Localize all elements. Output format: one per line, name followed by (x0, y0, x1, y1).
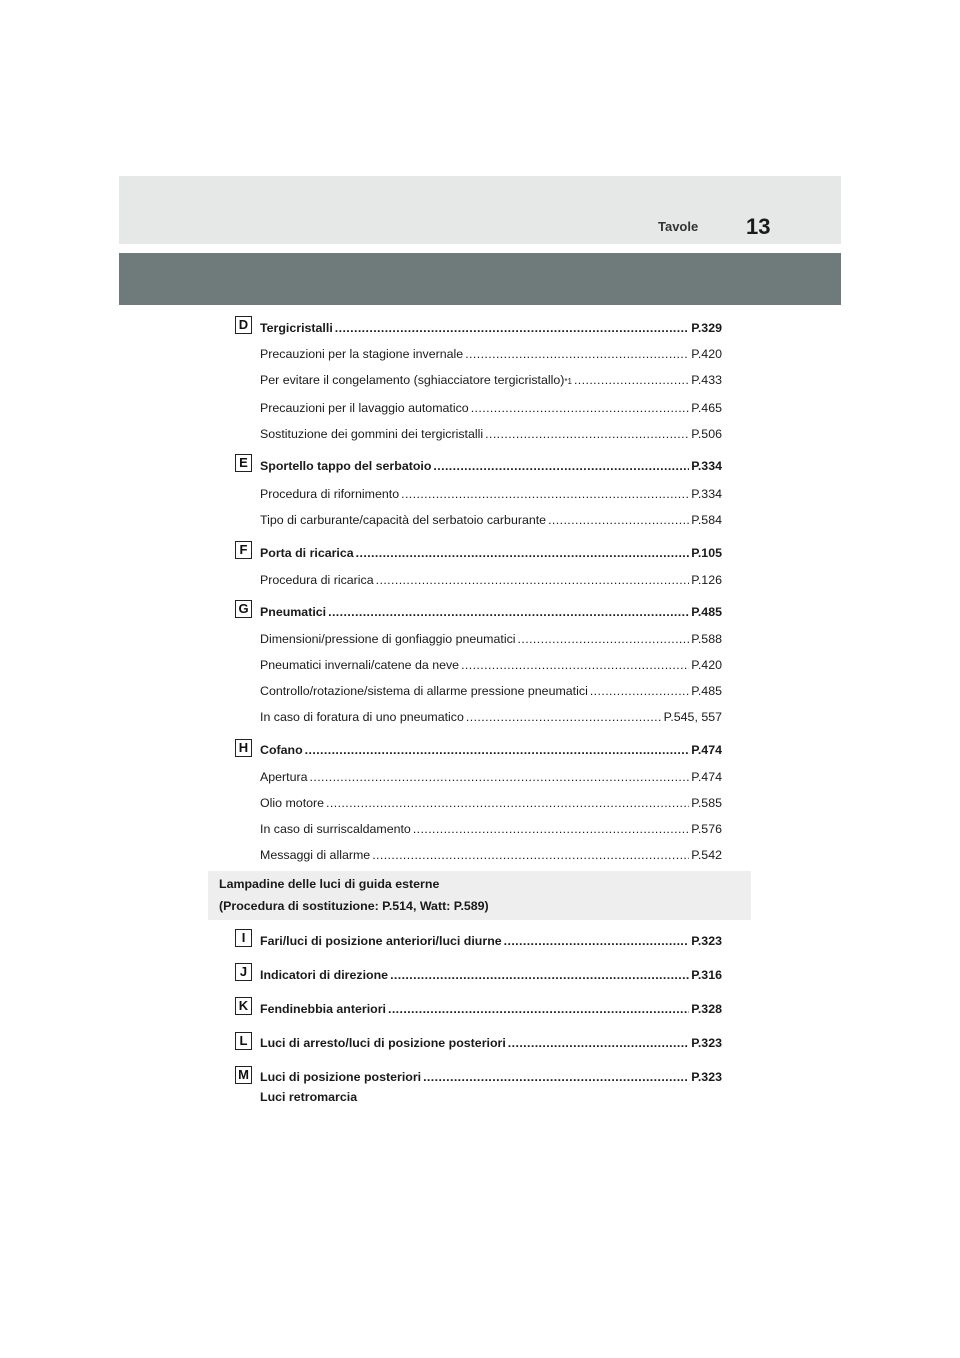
lamp-letter-badge: I (235, 929, 252, 947)
dot-leader (504, 934, 690, 948)
page-reference[interactable]: P.323 (691, 934, 722, 948)
index-main-entry[interactable] (260, 743, 722, 757)
dot-leader (590, 684, 689, 698)
lamp-section-subtitle: (Procedura di sostituzione: P.514, Watt: P.589) (219, 899, 489, 913)
entry-text: Porta di ricarica (260, 546, 354, 560)
dot-leader (471, 401, 690, 415)
page-reference[interactable]: P.485 (691, 605, 722, 619)
lamp-section-title: Lampadine delle luci di guida esterne (219, 877, 440, 891)
entry-text: Tipo di carburante/capacità del serbatoio carburante (260, 513, 547, 527)
dot-leader (413, 822, 689, 836)
page-reference[interactable]: P.545, 557 (663, 710, 722, 724)
page-number: 13 (746, 214, 771, 239)
index-sub-entry[interactable] (260, 822, 722, 836)
page-reference[interactable]: P.126 (691, 573, 722, 587)
dot-leader (305, 743, 690, 757)
page-reference[interactable]: P.329 (691, 321, 722, 335)
entry-text: Cofano (260, 743, 303, 757)
page-reference[interactable]: P.105 (691, 546, 722, 560)
index-sub-entry[interactable] (260, 710, 722, 724)
dot-leader (461, 658, 689, 672)
section-letter-badge: D (235, 316, 252, 334)
lamp-letter-badge: M (235, 1066, 252, 1084)
page-reference[interactable]: P.474 (691, 743, 722, 757)
index-main-entry[interactable] (260, 546, 722, 560)
entry-text: Luci di posizione posteriori (260, 1070, 422, 1084)
page-reference[interactable]: P.588 (691, 632, 722, 646)
section-letter-badge: G (235, 600, 252, 618)
entry-text: Pneumatici invernali/catene da neve (260, 658, 460, 672)
page-reference[interactable]: P.506 (691, 427, 722, 441)
index-sub-entry[interactable] (260, 573, 722, 587)
page-reference[interactable]: P.420 (691, 658, 722, 672)
index-main-entry[interactable] (260, 605, 722, 619)
index-sub-entry[interactable] (260, 427, 722, 441)
dot-leader (548, 513, 689, 527)
entry-text: Indicatori di direzione (260, 968, 389, 982)
dot-leader (401, 487, 689, 501)
entry-text: Messaggi di allarme (260, 848, 371, 862)
dot-leader (423, 1070, 689, 1084)
dot-leader (518, 632, 690, 646)
index-main-entry[interactable] (260, 459, 722, 473)
header-band (119, 176, 841, 244)
page-reference[interactable]: P.542 (691, 848, 722, 862)
entry-text: Fari/luci di posizione anteriori/luci diurne (260, 934, 502, 948)
entry-text: Apertura (260, 770, 308, 784)
dot-leader (485, 427, 689, 441)
dot-leader (390, 968, 689, 982)
index-sub-entry[interactable] (260, 347, 722, 361)
index-sub-entry[interactable] (260, 658, 722, 672)
index-sub-entry[interactable] (260, 487, 722, 501)
dot-leader (376, 573, 690, 587)
page-reference[interactable]: P.584 (691, 513, 722, 527)
index-sub-entry[interactable] (260, 770, 722, 784)
entry-text: Per evitare il congelamento (sghiacciatore tergicristallo) (260, 373, 565, 387)
index-sub-entry[interactable] (260, 401, 722, 415)
entry-text: Controllo/rotazione/sistema di allarme pressione pneumatici (260, 684, 588, 698)
dot-leader (356, 546, 690, 560)
dot-leader (335, 321, 689, 335)
index-main-entry[interactable] (260, 321, 722, 335)
page-reference[interactable]: P.420 (691, 347, 722, 361)
dot-leader (326, 796, 689, 810)
section-letter-badge: H (235, 739, 252, 757)
page-reference[interactable]: P.334 (691, 459, 722, 473)
entry-text: In caso di surriscaldamento (260, 822, 411, 836)
dot-leader (388, 1002, 689, 1016)
index-extra-entry: Luci retromarcia (260, 1090, 358, 1104)
entry-text: Olio motore (260, 796, 325, 810)
section-banner (119, 253, 841, 305)
page-reference[interactable]: P.316 (691, 968, 722, 982)
index-sub-entry[interactable]: Per evitare il congelamento (sghiacciatore tergicristallo) *1 ..... P.433 (260, 373, 722, 387)
page-reference[interactable]: P.474 (691, 770, 722, 784)
index-main-entry[interactable] (260, 1036, 722, 1050)
page-reference[interactable]: P.485 (691, 684, 722, 698)
lamp-letter-badge: L (235, 1032, 252, 1050)
page-reference[interactable]: P.323 (691, 1070, 722, 1084)
index-sub-entry[interactable] (260, 848, 722, 862)
dot-leader (466, 710, 662, 724)
header-title: Tavole (658, 219, 699, 234)
entry-text: Pneumatici (260, 605, 327, 619)
page-reference[interactable]: P.465 (691, 401, 722, 415)
page-reference[interactable]: P.585 (691, 796, 722, 810)
section-letter-badge: F (235, 541, 252, 559)
entry-text: Procedura di ricarica (260, 573, 374, 587)
index-main-entry[interactable] (260, 1002, 722, 1016)
dot-leader (465, 347, 689, 361)
lamp-letter-badge: K (235, 997, 252, 1015)
index-main-entry[interactable] (260, 934, 722, 948)
dot-leader (508, 1036, 689, 1050)
dot-leader (310, 770, 690, 784)
index-main-entry[interactable] (260, 968, 722, 982)
entry-text: Luci di arresto/luci di posizione posteriori (260, 1036, 506, 1050)
index-sub-entry[interactable] (260, 796, 722, 810)
dot-leader (574, 373, 689, 387)
index-main-entry[interactable] (260, 1070, 722, 1084)
entry-text: In caso di foratura di uno pneumatico (260, 710, 464, 724)
dot-leader (372, 848, 689, 862)
entry-text: Precauzioni per la stagione invernale (260, 347, 464, 361)
lamp-letter-badge: J (235, 963, 252, 981)
entry-text: Sostituzione dei gommini dei tergicristalli (260, 427, 484, 441)
entry-text: Dimensioni/pressione di gonfiaggio pneumatici (260, 632, 516, 646)
page-reference[interactable]: P.323 (691, 1036, 722, 1050)
index-sub-entry[interactable] (260, 632, 722, 646)
entry-text: Procedura di rifornimento (260, 487, 400, 501)
dot-leader (433, 459, 689, 473)
entry-text: Sportello tappo del serbatoio (260, 459, 432, 473)
section-letter-badge: E (235, 454, 252, 472)
entry-text: Tergicristalli (260, 321, 333, 335)
index-sub-entry[interactable] (260, 684, 722, 698)
entry-text: Precauzioni per il lavaggio automatico (260, 401, 469, 415)
entry-text: Fendinebbia anteriori (260, 1002, 386, 1016)
page-reference[interactable]: P.334 (691, 487, 722, 501)
page-reference[interactable]: P.433 (691, 373, 722, 387)
page-reference[interactable]: P.576 (691, 822, 722, 836)
page-reference[interactable]: P.328 (691, 1002, 722, 1016)
index-sub-entry[interactable] (260, 513, 722, 527)
dot-leader (328, 605, 689, 619)
